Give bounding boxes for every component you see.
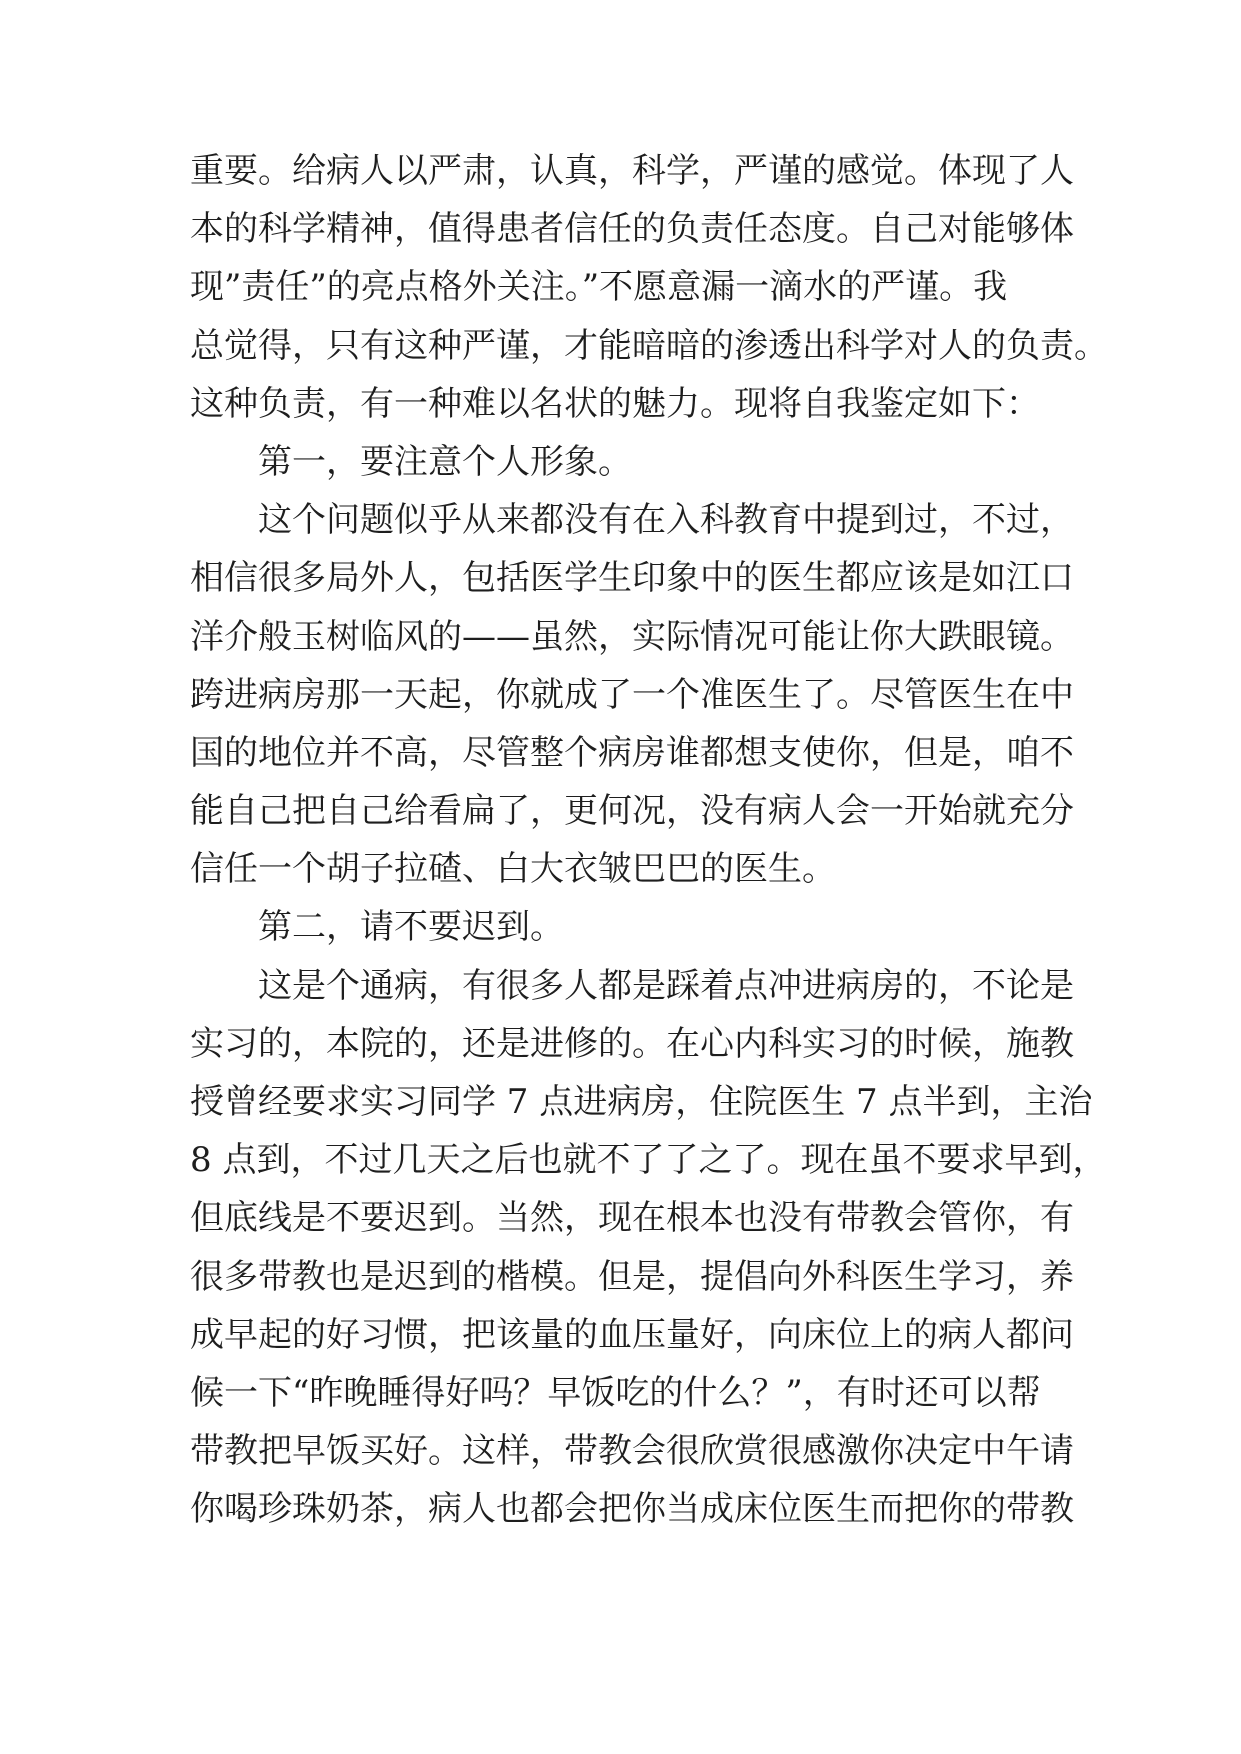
text-line: 本的科学精神，值得患者信任的负责任态度。自己对能够体 [190,209,1074,250]
text-line: 这是个通病，有很多人都是踩着点冲进病房的，不论是 [258,965,1074,1006]
text-line: 很多带教也是迟到的楷模。但是，提倡向外科医生学习，养 [190,1256,1074,1297]
text-line: 成早起的好习惯，把该量的血压量好，向床位上的病人都问 [190,1314,1074,1355]
text-line: 这个问题似乎从来都没有在入科教育中提到过，不过， [258,500,1074,541]
text-line: 信任一个胡子拉碴、白大衣皱巴巴的医生。 [190,849,836,890]
text-line: 实习的，本院的，还是进修的。在心内科实习的时候，施教 [190,1023,1074,1064]
text-line: 跨进病房那一天起，你就成了一个准医生了。尽管医生在中 [190,674,1074,715]
document-body [190,142,1108,1539]
text-line: 候一下“昨晚睡得好吗？早饭吃的什么？”，有时还可以帮 [190,1372,1041,1413]
text-line: 8 点到，不过几天之后也就不了了之了。现在虽不要求早到， [190,1140,1107,1181]
text-line: 能自己把自己给看扁了，更何况，没有病人会一开始就充分 [190,791,1074,832]
text-line: 重要。给病人以严肃，认真，科学，严谨的感觉。体现了人 [190,151,1074,191]
text-line: 总觉得，只有这种严谨，才能暗暗的渗透出科学对人的负责。 [190,325,1108,366]
text-line: 授曾经要求实习同学 7 点进病房，住院医生 7 点半到，主治 [190,1082,1093,1122]
text-line: 现”责任”的亮点格外关注。”不愿意漏一滴水的严谨。我 [190,267,1008,308]
text-line: 带教把早饭买好。这样，带教会很欣赏很感激你决定中午请 [190,1431,1074,1472]
text-line: 这种负责，有一种难以名状的魅力。现将自我鉴定如下： [190,383,1040,424]
text-line: 洋介般玉树临风的——虽然，实际情况可能让你大跌眼镜。 [190,616,1074,657]
text-line: 你喝珍珠奶茶，病人也都会把你当成床位医生而把你的带教 [190,1489,1074,1530]
text-line: 国的地位并不高，尽管整个病房谁都想支使你，但是，咱不 [190,732,1074,773]
text-line: 相信很多局外人，包括医学生印象中的医生都应该是如江口 [190,558,1074,599]
text-line: 第二，请不要迟到。 [258,907,564,948]
text-line: 第一，要注意个人形象。 [258,441,632,482]
text-line: 但底线是不要迟到。当然，现在根本也没有带教会管你，有 [190,1198,1074,1239]
